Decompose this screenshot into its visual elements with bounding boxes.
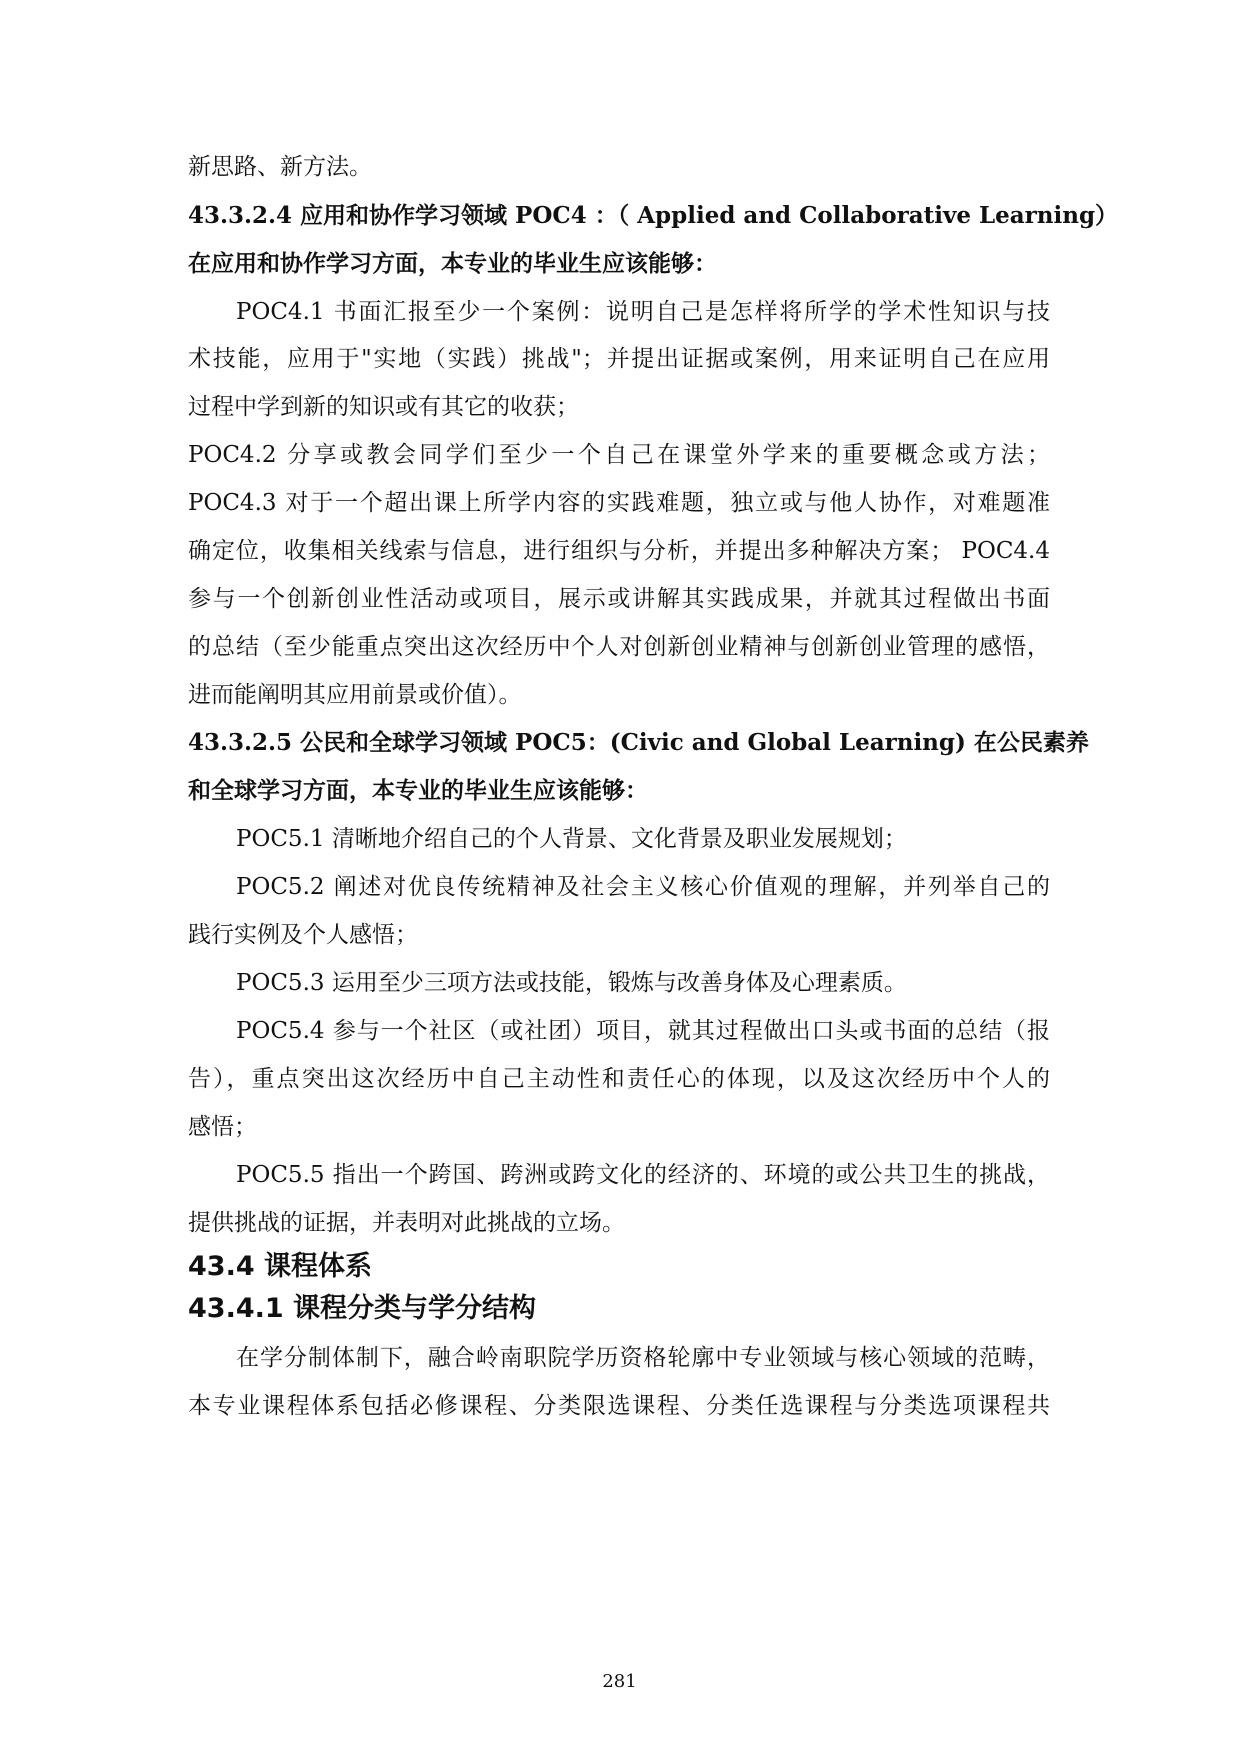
paragraph-line: 新思路、新方法。	[188, 154, 372, 180]
paragraph-line: POC4.3 对于一个超出课上所学内容的实践难题，独立或与他人协作，对难题准	[188, 490, 1050, 516]
subheading-line: 和全球学习方面，本专业的毕业生应该能够：	[188, 777, 648, 804]
paragraph-line: POC4.2 分享或教会同学们至少一个自己在课堂外学来的重要概念或方法；	[188, 442, 1050, 468]
paragraph-line: 过程中学到新的知识或有其它的收获；	[188, 394, 579, 420]
section-heading-4-3-2-5: 43.3.2.5 公民和全球学习领域 POC5：(Civic and Global Learning) 在公民素养	[188, 729, 1089, 756]
paragraph-line: 本专业课程体系包括必修课程、分类限选课程、分类任选课程与分类选项课程共	[188, 1393, 1050, 1419]
paragraph-line: 提供挑战的证据，并表明对此挑战的立场。	[188, 1210, 625, 1236]
paragraph-line: POC5.5 指出一个跨国、跨洲或跨文化的经济的、环境的或公共卫生的挑战，	[236, 1162, 1050, 1188]
paragraph-line: 参与一个创新创业性活动或项目，展示或讲解其实践成果，并就其过程做出书面	[188, 586, 1050, 612]
section-title-4-3-4-1: 43.4.1 课程分类与学分结构	[188, 1293, 537, 1324]
paragraph-line: POC5.4 参与一个社区（或社团）项目，就其过程做出口头或书面的总结（报	[236, 1018, 1050, 1044]
paragraph-line: 确定位，收集相关线索与信息，进行组织与分析，并提出多种解决方案； POC4.4	[188, 538, 1050, 564]
page-number: 281	[602, 1671, 637, 1692]
paragraph-line: 进而能阐明其应用前景或价值）。	[188, 682, 522, 708]
paragraph-line: 感悟；	[188, 1114, 257, 1140]
subheading-line: 在应用和协作学习方面，本专业的毕业生应该能够：	[188, 250, 717, 277]
paragraph-line: 在学分制体制下，融合岭南职院学历资格轮廓中专业领域与核心领域的范畴，	[236, 1345, 1050, 1371]
paragraph-line: 术技能，应用于"实地（实践）挑战"；并提出证据或案例，用来证明自己在应用	[188, 346, 1050, 372]
paragraph-line: POC5.2 阐述对优良传统精神及社会主义核心价值观的理解，并列举自己的	[236, 874, 1050, 900]
paragraph-line: POC5.3 运用至少三项方法或技能，锻炼与改善身体及心理素质。	[236, 970, 907, 996]
paragraph-line: 践行实例及个人感悟；	[188, 922, 418, 948]
paragraph-line: POC4.1 书面汇报至少一个案例：说明自己是怎样将所学的学术性知识与技	[236, 299, 1050, 325]
paragraph-line: 告），重点突出这次经历中自己主动性和责任心的体现，以及这次经历中个人的	[188, 1066, 1050, 1092]
paragraph-line: POC5.1 清晰地介绍自己的个人背景、文化背景及职业发展规划；	[236, 826, 907, 852]
paragraph-line: 的总结（至少能重点突出这次经历中个人对创新创业精神与创新创业管理的感悟，	[188, 634, 1050, 660]
section-heading-4-3-2-4: 43.3.2.4 应用和协作学习领域 POC4 ：（ Applied and Collaborative Learning）	[188, 202, 1119, 229]
section-title-4-3-4: 43.4 课程体系	[188, 1251, 373, 1282]
